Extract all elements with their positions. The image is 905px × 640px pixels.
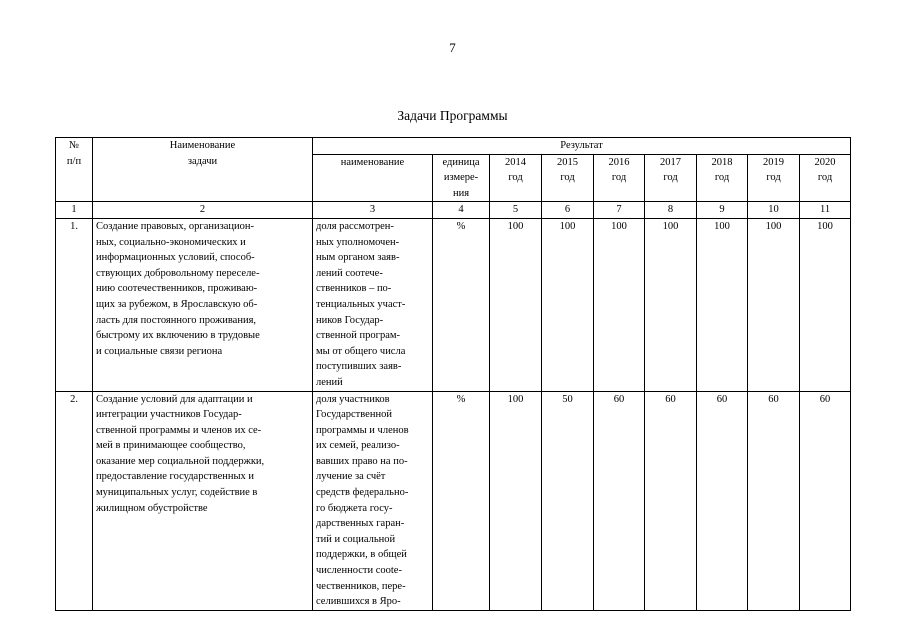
column-number: 4	[433, 202, 490, 219]
column-number: 3	[313, 202, 433, 219]
tasks-table	[55, 137, 851, 611]
value-2016: 100	[594, 218, 645, 391]
value-2016: 60	[594, 391, 645, 610]
indicator-description: доля участников Государственной программы и членов их семей, реализо- вавших право на по- лучение за счёт средств федерально- го бюджета госу- дарственных гаран- тий и социальной поддержки, в общей численности соote- чественников, пере- селившихся в Яро-	[313, 391, 433, 610]
value-2017: 100	[645, 218, 697, 391]
row-number: 2.	[56, 391, 93, 610]
column-number: 10	[748, 202, 800, 219]
header-year-2017: 2017 год	[645, 154, 697, 202]
value-2014: 100	[490, 391, 542, 610]
header-year-2015: 2015 год	[542, 154, 594, 202]
header-num: № п/п	[56, 138, 93, 202]
value-2020: 100	[800, 218, 851, 391]
unit-cell: %	[433, 391, 490, 610]
column-number-row	[56, 202, 851, 219]
header-year-2020: 2020 год	[800, 154, 851, 202]
column-number: 7	[594, 202, 645, 219]
header-year-2016: 2016 год	[594, 154, 645, 202]
value-2014: 100	[490, 218, 542, 391]
column-number: 5	[490, 202, 542, 219]
value-2015: 50	[542, 391, 594, 610]
header-row-1	[56, 138, 851, 155]
table-row	[56, 391, 851, 610]
header-task-name: Наименование задачи	[93, 138, 313, 202]
value-2018: 60	[697, 391, 748, 610]
value-2020: 60	[800, 391, 851, 610]
value-2017: 60	[645, 391, 697, 610]
header-indicator-name: наименование	[313, 154, 433, 202]
row-number: 1.	[56, 218, 93, 391]
value-2019: 60	[748, 391, 800, 610]
header-unit: единица измере- ния	[433, 154, 490, 202]
table-row	[56, 218, 851, 391]
value-2015: 100	[542, 218, 594, 391]
section-title: Задачи Программы	[397, 108, 508, 123]
column-number: 9	[697, 202, 748, 219]
column-number: 1	[56, 202, 93, 219]
header-year-2018: 2018 год	[697, 154, 748, 202]
value-2018: 100	[697, 218, 748, 391]
unit-cell: %	[433, 218, 490, 391]
page-number: 7	[449, 40, 456, 55]
column-number: 2	[93, 202, 313, 219]
header-result: Результат	[313, 138, 851, 155]
task-description: Создание правовых, организацион- ных, социально-экономических и информационных условий, способ- ствующих добровольному переселе- нию соотечественников, проживаю- щих за рубежом, в Ярославскую об- ласть для постоянного проживания, быстрому их включению в трудовые и социальные связи региона	[93, 218, 313, 391]
column-number: 11	[800, 202, 851, 219]
header-year-2019: 2019 год	[748, 154, 800, 202]
header-year-2014: 2014 год	[490, 154, 542, 202]
indicator-description: доля рассмотрен- ных уполномочен- ным органом заяв- лений соотече- ственников – по- тенциальных участ- ников Государ- ственной програм- мы от общего числа поступивших заяв- лений	[313, 218, 433, 391]
value-2019: 100	[748, 218, 800, 391]
column-number: 8	[645, 202, 697, 219]
task-description: Создание условий для адаптации и интеграции участников Государ- ственной программы и членов их се- мей в принимающее сообщество, оказание мер социальной поддержки, предоставление государственных и муниципальных услуг, содействие в жилищном обустройстве	[93, 391, 313, 610]
column-number: 6	[542, 202, 594, 219]
